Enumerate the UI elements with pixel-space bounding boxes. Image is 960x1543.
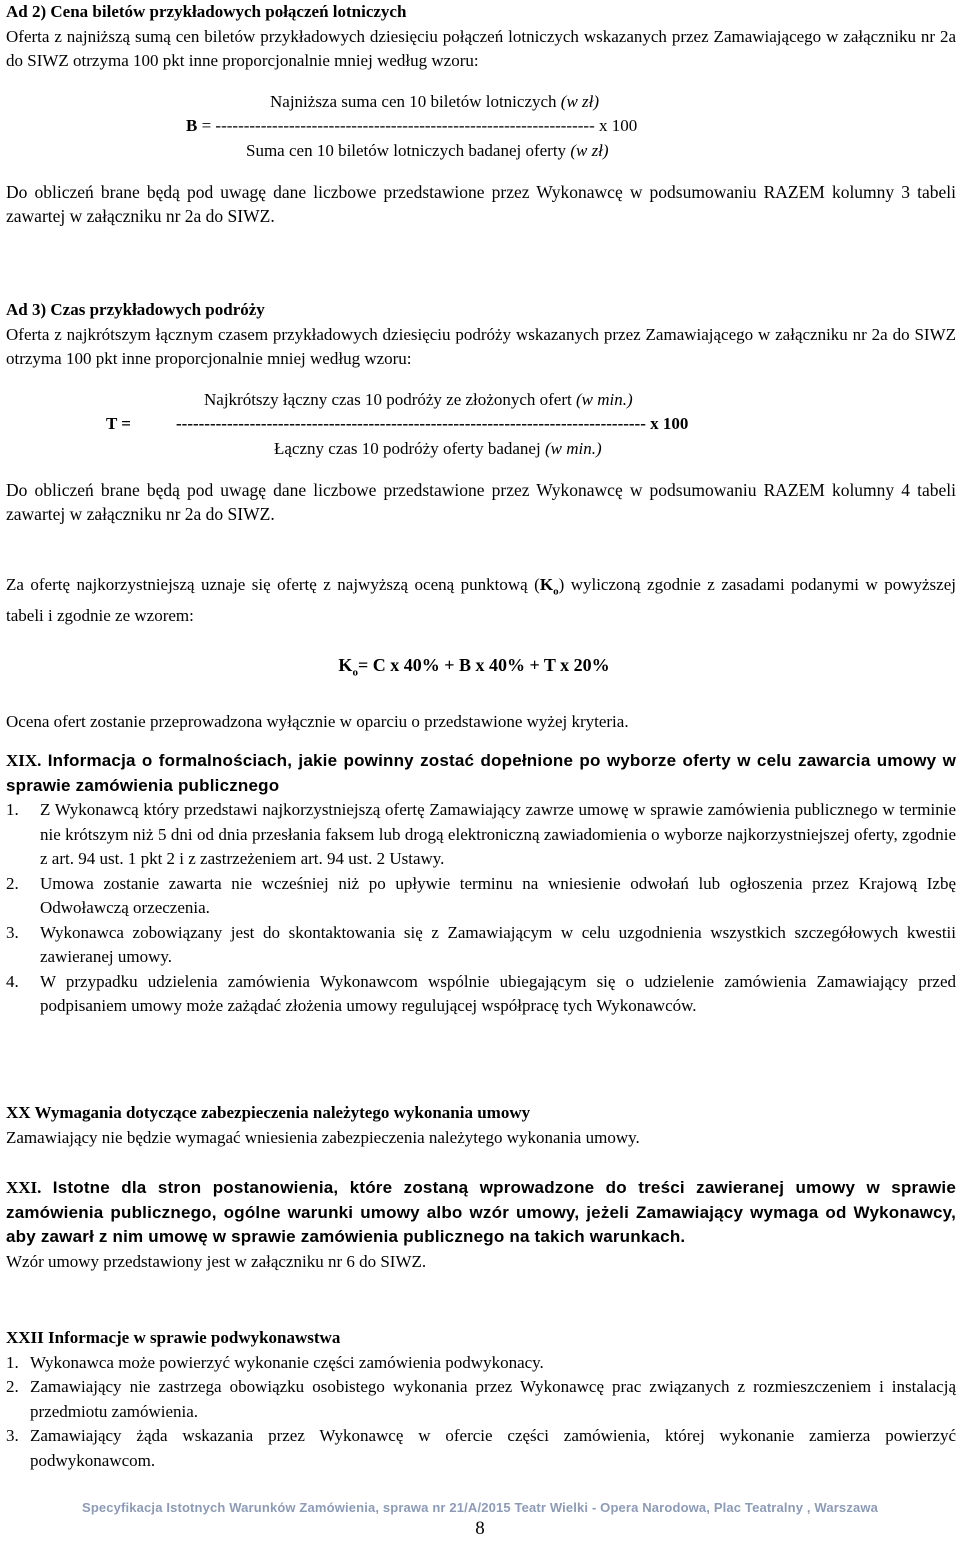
- list-item: 1. Z Wykonawcą który przedstawi najkorzystniejszą ofertę Zamawiający zawrze umowę w sprawie zamówienia publicznego w terminie nie krótszym niż 5 dni od dnia przesłania faksem lub drogą elektroniczną zawiadomienia o wyborze najkorzystniejszej oferty, zgodnie z art. 94 ust. 1 pkt 2 i z zastrzeżeniem art. 94 ust. 2 Ustawy.: [6, 800, 956, 868]
- ad3-numerator: Najkrótszy łączny czas 10 podróży ze złożonych ofert (w min.): [204, 389, 633, 409]
- xxii-heading: XXII Informacje w sprawie podwykonawstwa: [6, 1328, 341, 1347]
- page-footer: Specyfikacja Istotnych Warunków Zamówienia, sprawa nr 21/A/2015 Teatr Wielki - Opera Narodowa, Plac Teatralny , Warszawa: [82, 1500, 878, 1515]
- evaluation-note: Ocena ofert zostanie przeprowadzona wyłącznie w oparciu o przedstawione wyżej kryteria.: [6, 712, 629, 732]
- page-number: 8: [475, 1518, 485, 1539]
- best-offer-text: Za ofertę najkorzystniejszą uznaje się ofertę z najwyższą oceną punktową $(K_o)$ wyliczoną zgodnie z zasadami podanymi w powyższej tabeli i zgodnie ze wzorem:: [6, 575, 956, 625]
- list-item: 3. Wykonawca zobowiązany jest do skontaktowania się z Zamawiającym w celu uzgodnienia wszystkich szczegółowych kwestii zawieranej umowy.: [6, 922, 956, 966]
- xxi-heading: XXI. Istotne dla stron postanowienia, które zostaną wprowadzone do treści zawieranej umowy w sprawie zamówienia publicznego, ogólne warunki umowy albo wzór umowy, jeżeli Zamawiający wymaga od Wykonawcy, aby zawarł z nim umowę w sprawie zamówienia publicznego na takich warunkach.: [6, 1178, 956, 1246]
- total-score-formula: $K_o= C$ x 40% + B x 40% + T x 20%: [338, 655, 610, 679]
- ad3-formula: [6, 388, 956, 464]
- section-best-offer: [6, 573, 956, 735]
- list-item: 2. Umowa zostanie zawarta nie wcześniej niż po upływie terminu na wniesienie odwołań lub ogłoszenia przez Krajową Izbę Odwoławczą orzeczenia.: [6, 873, 956, 917]
- ad2-formula: [6, 90, 956, 166]
- xx-heading: XX Wymagania dotyczące zabezpieczenia należytego wykonania umowy: [6, 1103, 531, 1122]
- list-item: 3. Zamawiający żąda wskazania przez Wykonawcę w ofercie części zamówienia, której wykonanie zamierza powierzyć podwykonawcom.: [6, 1426, 956, 1470]
- section-xix: [6, 749, 956, 1019]
- ad3-lhs: T =: [106, 413, 131, 433]
- list-item: 2. Zamawiający nie zastrzega obowiązku osobistego wykonania przez Wykonawcę prac związanych z rozmieszczeniem i instalacją przedmiotu zamówienia.: [6, 1377, 956, 1421]
- section-xx: [6, 1101, 956, 1150]
- list-item: 4. W przypadku udzielenia zamówienia Wykonawcom wspólnie ubiegającym się o udzielenie zamówienia Zamawiający przed podpisaniem umowy może zażądać złożenia umowy regulującej współpracę tych Wykonawców.: [6, 971, 956, 1015]
- ad2-note: Do obliczeń brane będą pod uwagę dane liczbowe przedstawione przez Wykonawcę w podsumowaniu RAZEM kolumny 3 tabeli zawartej w załączniku nr 2a do SIWZ.: [6, 181, 956, 226]
- section-ad3: [6, 298, 956, 527]
- ad2-numerator: Najniższa suma cen 10 biletów lotniczych (w zł): [270, 91, 600, 111]
- xx-text: Zamawiający nie będzie wymagać wniesienia zabezpieczenia należytego wykonania umowy.: [6, 1127, 640, 1147]
- xxii-list: [6, 1351, 956, 1474]
- xix-list: [6, 798, 956, 1019]
- ad3-intro: Oferta z najkrótszym łącznym czasem przykładowych dziesięciu podróży wskazanych przez Zamawiającego w załączniku nr 2a do SIWZ otrzyma 100 pkt inne proporcjonalnie mniej według wzoru:: [6, 324, 956, 368]
- ad2-heading: Ad 2) Cena biletów przykładowych połączeń lotniczych: [6, 2, 407, 21]
- section-ad2: [6, 0, 956, 229]
- ad2-denominator: Suma cen 10 biletów lotniczych badanej oferty (w zł): [246, 140, 609, 160]
- ad3-equation-line: ----------------------------------------------------------------------------------- x 100: [176, 413, 689, 433]
- list-item: 1. Wykonawca może powierzyć wykonanie części zamówienia podwykonacy.: [6, 1352, 544, 1372]
- section-xxii: [6, 1326, 956, 1473]
- ad2-intro: Oferta z najniższą sumą cen biletów przykładowych dziesięciu połączeń lotniczych wskazanych przez Zamawiającego w załączniku nr 2a do SIWZ otrzyma 100 pkt inne proporcjonalnie mniej według wzoru:: [6, 26, 956, 70]
- ad3-heading: Ad 3) Czas przykładowych podróży: [6, 300, 265, 319]
- ad3-denominator: Łączny czas 10 podróży oferty badanej (w min.): [274, 438, 602, 458]
- ad2-equation-line: B = ------------------------------------------------------------------- x 100: [186, 115, 638, 135]
- xxi-text: Wzór umowy przedstawiony jest w załączniku nr 6 do SIWZ.: [6, 1251, 427, 1271]
- xix-heading: XIX. Informacja o formalnościach, jakie powinny zostać dopełnione po wyborze oferty w celu zawarcia umowy w sprawie zamówienia publicznego: [6, 751, 956, 795]
- ad3-note: Do obliczeń brane będą pod uwagę dane liczbowe przedstawione przez Wykonawcę w podsumowaniu RAZEM kolumny 4 tabeli zawartej w załączniku nr 2a do SIWZ.: [6, 479, 956, 524]
- section-xxi: [6, 1176, 956, 1274]
